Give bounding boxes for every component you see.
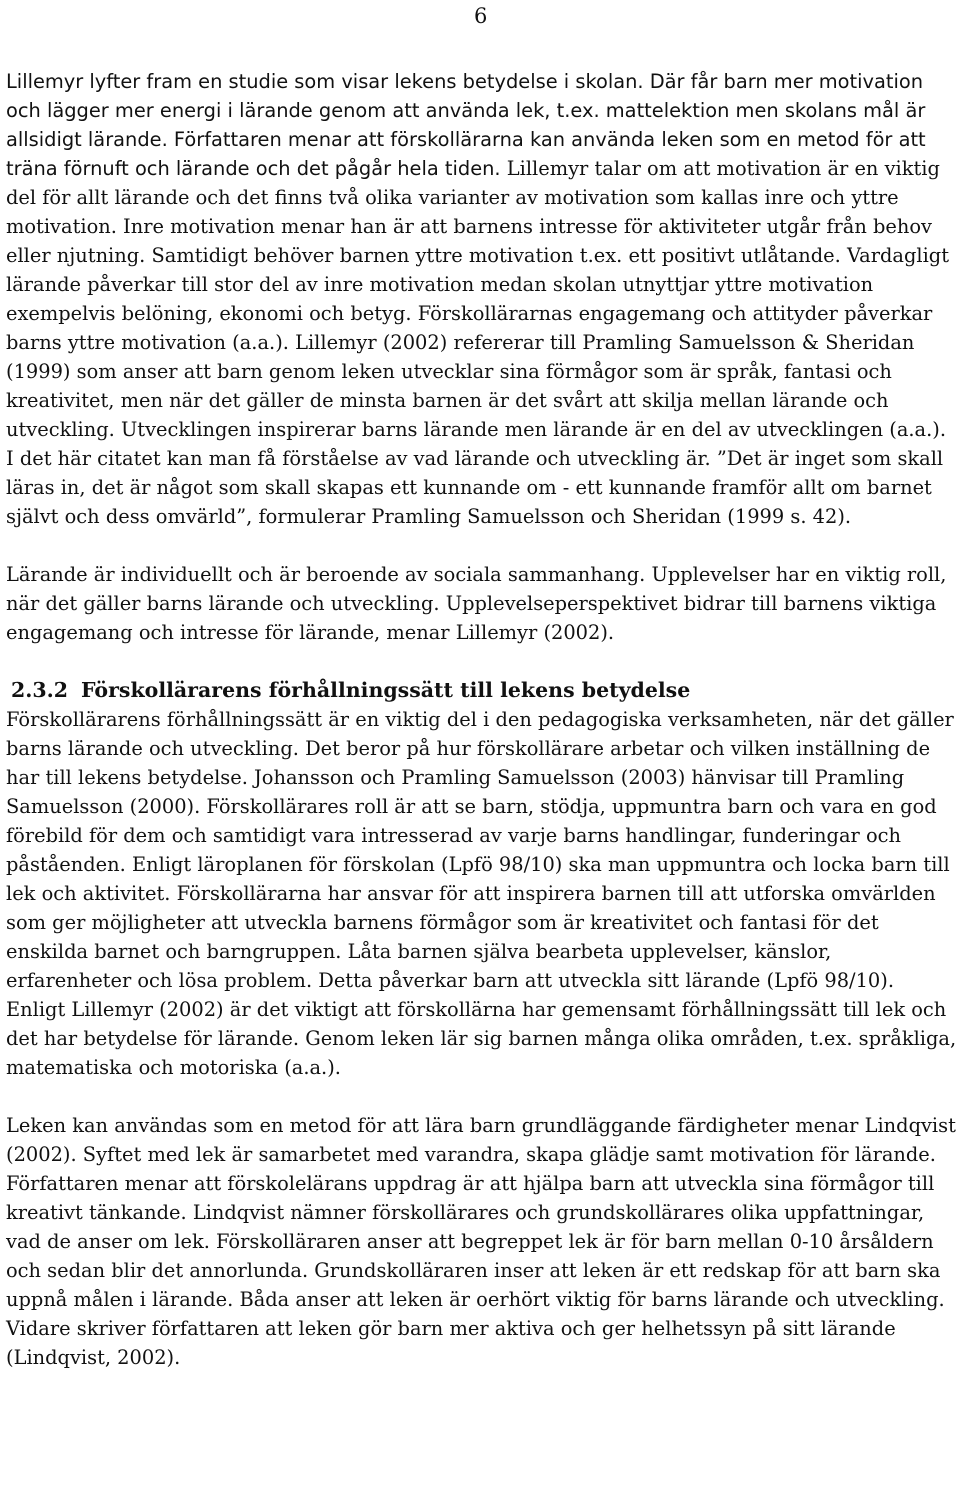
paragraph-lead-text: Lillemyr lyfter fram en studie som visar lekens betydelse i skolan. Där får barn mer motivation och lägger mer energi i lärande genom att använda lek, t.ex. mattelektion men skolans mål är allsidigt lärande. Författaren menar att förskollärarna kan använda leken som en metod för att träna förnuft och lärande och det pågår hela tiden. [6,70,926,180]
paragraph-spacer [6,647,958,676]
paragraph-spacer [6,531,958,560]
document-body [6,67,958,1372]
section-title: Förskollärarens förhållningssätt till lekens betydelse [81,678,691,702]
paragraph-individual-learning: Lärande är individuellt och är beroende av sociala sammanhang. Upplevelser har en viktig roll, när det gäller barns lärande och utveckling. Upplevelseperspektivet bidrar till barnens viktiga engagemang och intresse för lärande, menar Lillemyr (2002). [6,563,947,644]
paragraph-play-as-method: Leken kan användas som en metod för att lära barn grundläggande färdigheter menar Lindqvist (2002). Syftet med lek är samarbetet med varandra, skapa glädje samt motivation för lärande. Författaren menar att förskolelärans uppdrag är att hjälpa barn att utveckla sina förmågor till kreativt tänkande. Lindqvist nämner förskollärares och grundskollärares olika uppfattningar, vad de anser om lek. Förskolläraren anser att begreppet lek är för barn mellan 0-10 årsåldern och sedan blir det annorlunda. Grundskolläraren inser att leken är ett redskap för att barn ska uppnå målen i lärande. Båda anser att leken är oerhört viktig för barns lärande och utveckling. Vidare skriver författaren att leken gör barn mer aktiva och ger helhetssyn på sitt lärande (Lindqvist, 2002). [6,1114,956,1369]
page-number: 6 [474,4,488,28]
section-number: 2.3.2 [11,678,69,702]
paragraph-lillemyr-motivation [6,67,958,531]
paragraph-spacer [6,1082,958,1111]
paragraph-body-text: Lillemyr talar om att motivation är en viktig del för allt lärande och det finns två olika varianter av motivation som kallas inre och yttre motivation. Inre motivation menar han är att barnens intresse för aktiviteter utgår från behov eller njutning. Samtidigt behöver barnen yttre motivation t.ex. ett positivt utlåtande. Vardagligt lärande påverkar till stor del av inre motivation medan skolan utnyttjar yttre motivation exempelvis belöning, ekonomi och betyg. Förskollärarnas engagemang och attityder påverkar barns yttre motivation (a.a.). Lillemyr (2002) refererar till Pramling Samuelsson & Sheridan (1999) som anser att barn genom leken utvecklar sina förmågor som är språk, fantasi och kreativitet, men när det gäller de minsta barnen är det svårt att skilja mellan lärande och utveckling. Utvecklingen inspirerar barns lärande men lärande är en del av utvecklingen (a.a.). I det här citatet kan man få förståelse av vad lärande och utveckling är. ”Det är inget som skall läras in, det är något som skall skapas ett kunnande om - ett kunnande framför allt om barnet självt och dess omvärld”, formulerar Pramling Samuelsson och Sheridan (1999 s. 42). [6,157,950,528]
paragraph-teacher-approach: Förskollärarens förhållningssätt är en viktig del i den pedagogiska verksamheten, när det gäller barns lärande och utveckling. Det beror på hur förskollärare arbetar och vilken inställning de har till lekens betydelse. Johansson och Pramling Samuelsson (2003) hänvisar till Pramling Samuelsson (2000). Förskollärares roll är att se barn, stödja, uppmuntra barn och vara en god förebild för dem och samtidigt vara intresserad av varje barns handlingar, funderingar och påståenden. Enligt läroplanen för förskolan (Lpfö 98/10) ska man uppmuntra och locka barn till lek och aktivitet. Förskollärarna har ansvar för att inspirera barnen till att utforska omvärlden som ger möjligheter att utveckla barnens förmågor som är kreativitet och fantasi för det enskilda barnet och barngruppen. Låta barnen själva bearbeta upplevelser, känslor, erfarenheter och lösa problem. Detta påverkar barn att utveckla sitt lärande (Lpfö 98/10). Enligt Lillemyr (2002) är det viktigt att förskollärna har gemensamt förhållningssätt till lek och det har betydelse för lärande. Genom leken lär sig barnen många olika områden, t.ex. språkliga, matematiska och motoriska (a.a.). [6,708,957,1079]
section-heading [6,676,958,705]
